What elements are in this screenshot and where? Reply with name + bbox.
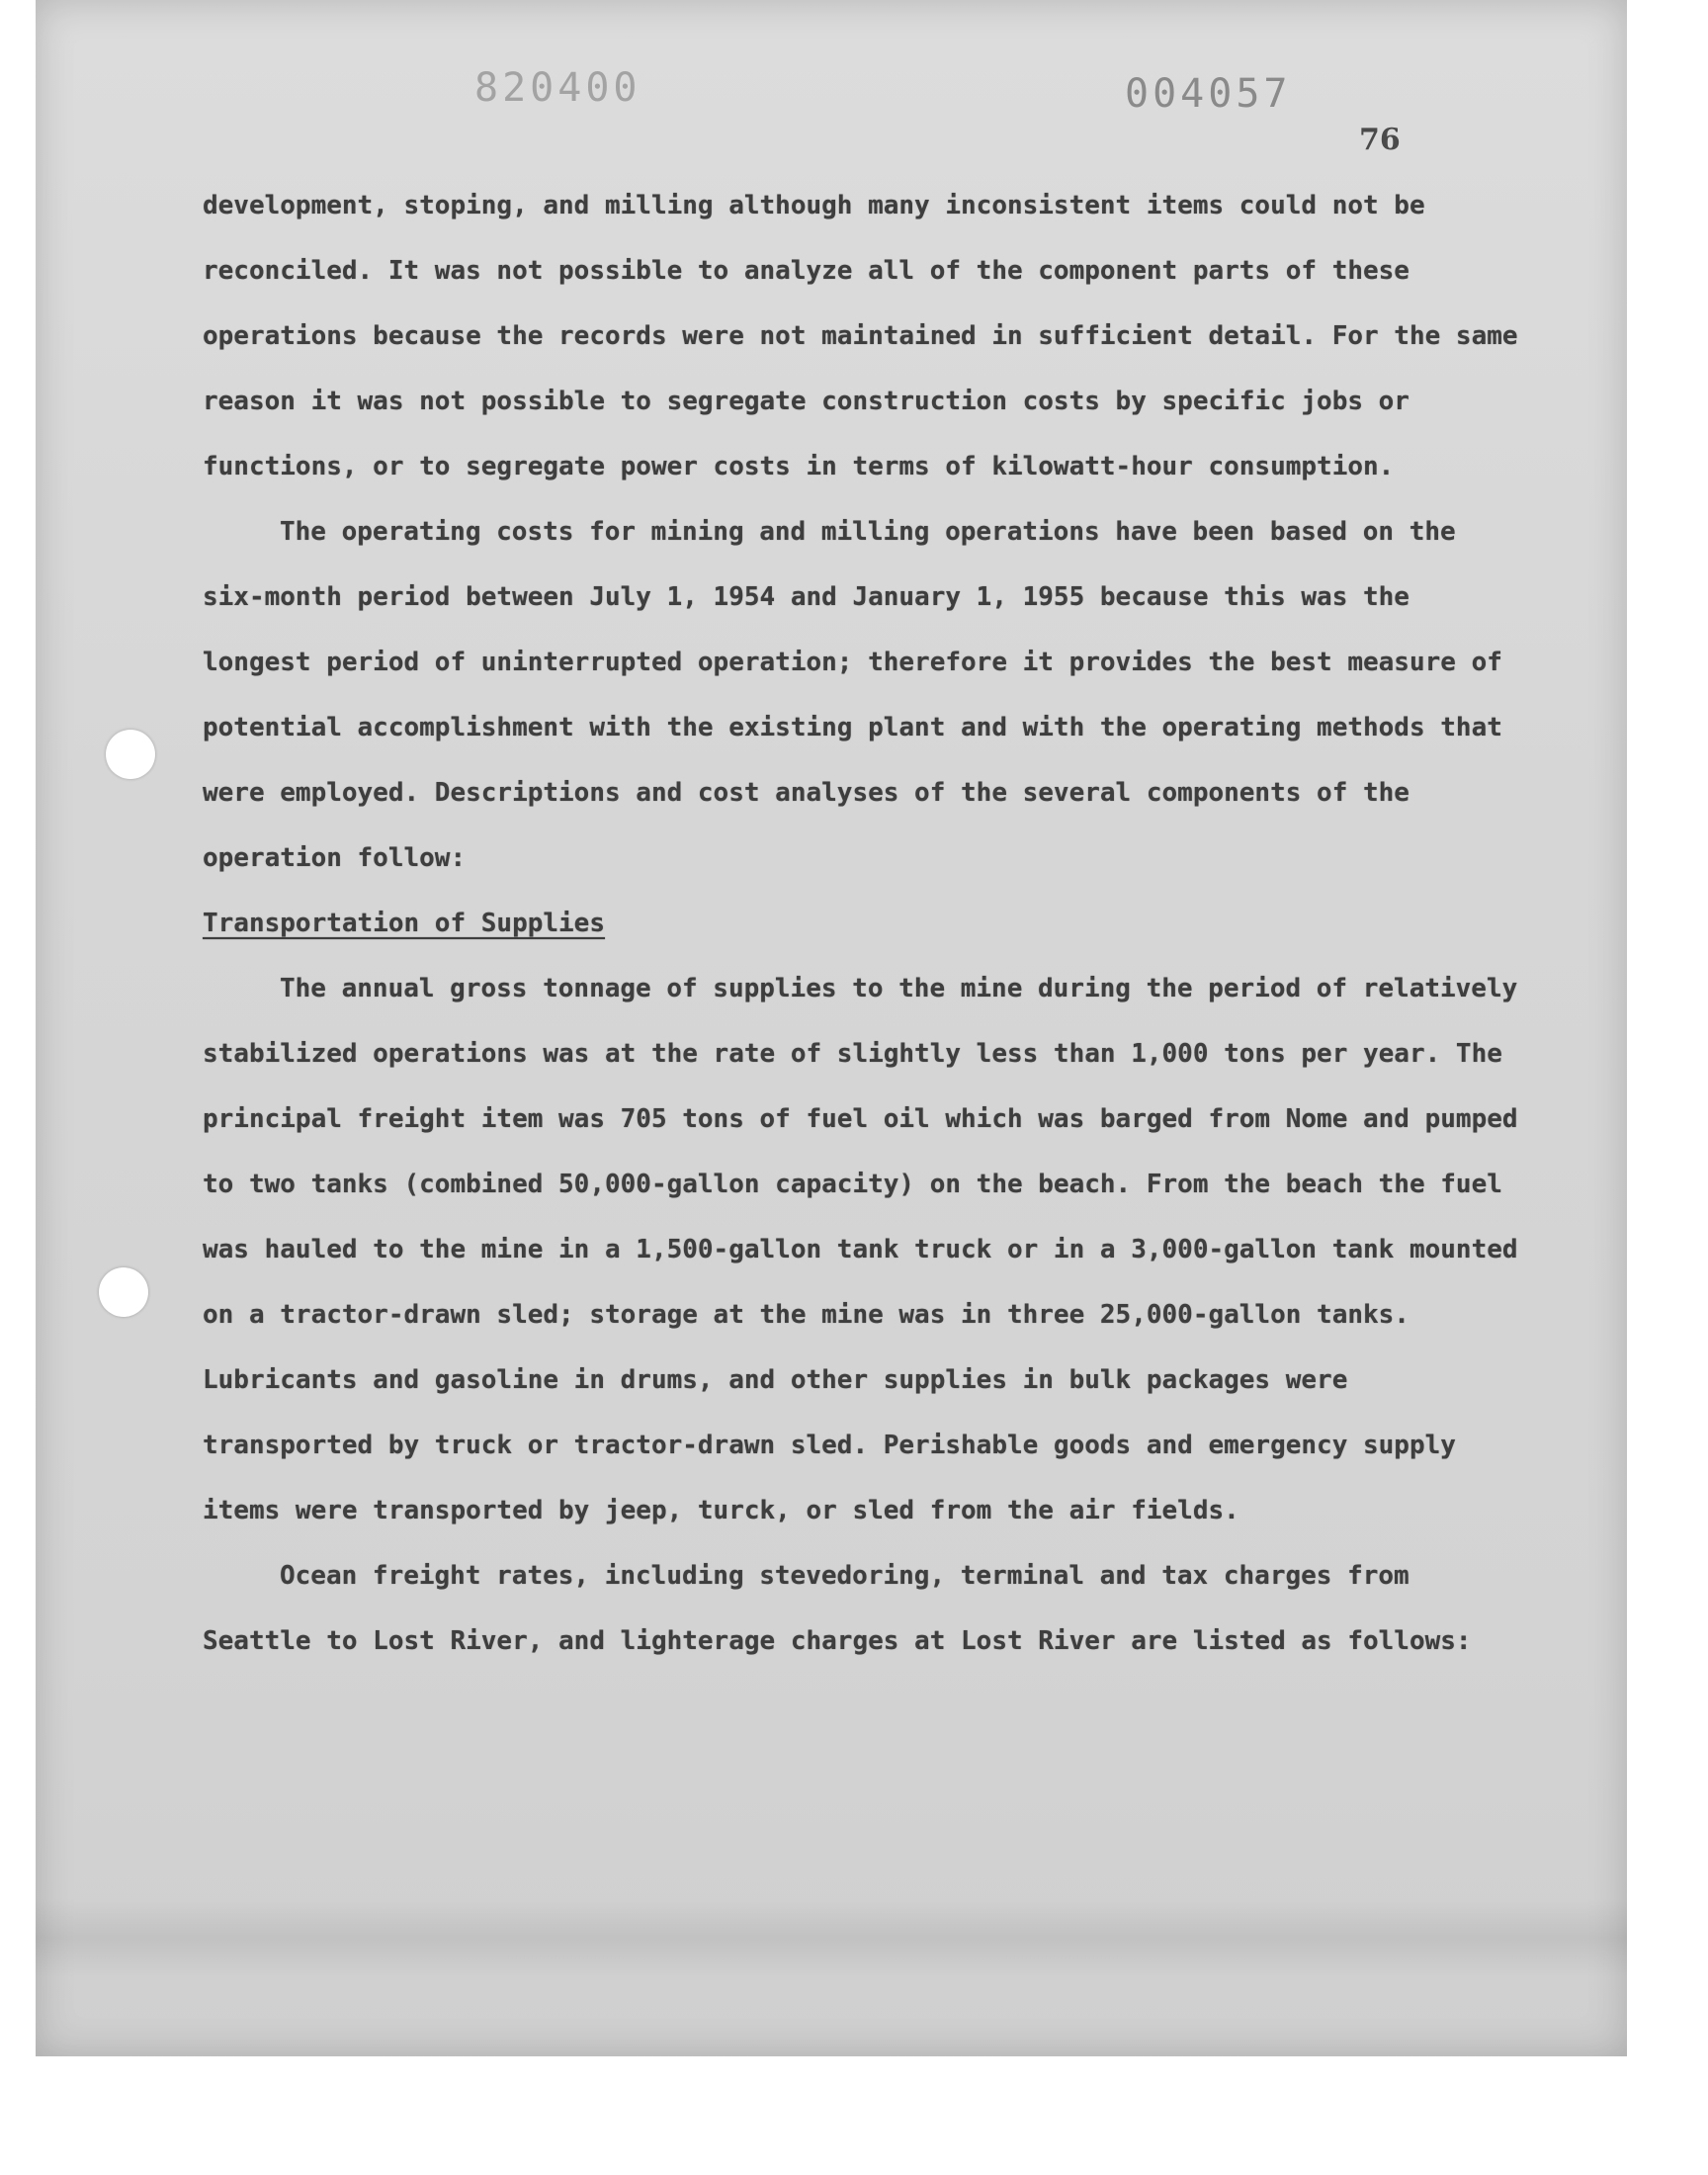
paragraph-3: The annual gross tonnage of supplies to the mine during the period of relatively stabilized operations was at the rate of slightly less than 1,000 tons per year. The principal freight item was 705 tons of fuel oil which was barged from Nome and pumped to two tanks (combined 50,000-gallon capacity) on the beach. From the beach the fuel was hauled to the mine in a 1,500-gallon tank truck or in a 3,000-gallon tank mounted on a tractor-drawn sled; storage at the mine was in three 25,000-gallon tanks. Lubricants and gasoline in drums, and other supplies in bulk packages were transported by truck or tractor-drawn sled. Perishable goods and emergency supply items were transported by jeep, turck, or sled from the air fields. bbox=[203, 974, 1518, 1525]
page-fold-shadow bbox=[36, 1898, 1627, 1977]
paragraph-2: The operating costs for mining and milling operations have been based on the six-month period between July 1, 1954 and January 1, 1955 because this was the longest period of uninterrupted operation; therefore it provides the best measure of potential accomplishment with the existing plant and with the operating methods that were employed. Descriptions and cost analyses of the several components of the operation follow: bbox=[203, 517, 1502, 873]
serial-number-right: 004057 bbox=[1125, 71, 1292, 117]
punch-hole-upper bbox=[106, 730, 155, 779]
paragraph-4: Ocean freight rates, including stevedoring, terminal and tax charges from Seattle to Lost River, and lighterage charges at Lost River are listed as follows: bbox=[203, 1561, 1472, 1656]
paragraph-1: development, stoping, and milling although many inconsistent items could not be reconciled. It was not possible to analyze all of the component parts of these operations because the records were not maintained in sufficient detail. For the same reason it was not possible to segregate construction costs by specific jobs or functions, or to segregate power costs in terms of kilowatt-hour consumption. bbox=[203, 191, 1518, 481]
document-body bbox=[203, 173, 1527, 1674]
punch-hole-lower bbox=[99, 1267, 148, 1317]
serial-number-left: 820400 bbox=[474, 65, 641, 111]
page-number: 76 bbox=[1359, 123, 1401, 157]
section-heading: Transportation of Supplies bbox=[203, 909, 605, 938]
